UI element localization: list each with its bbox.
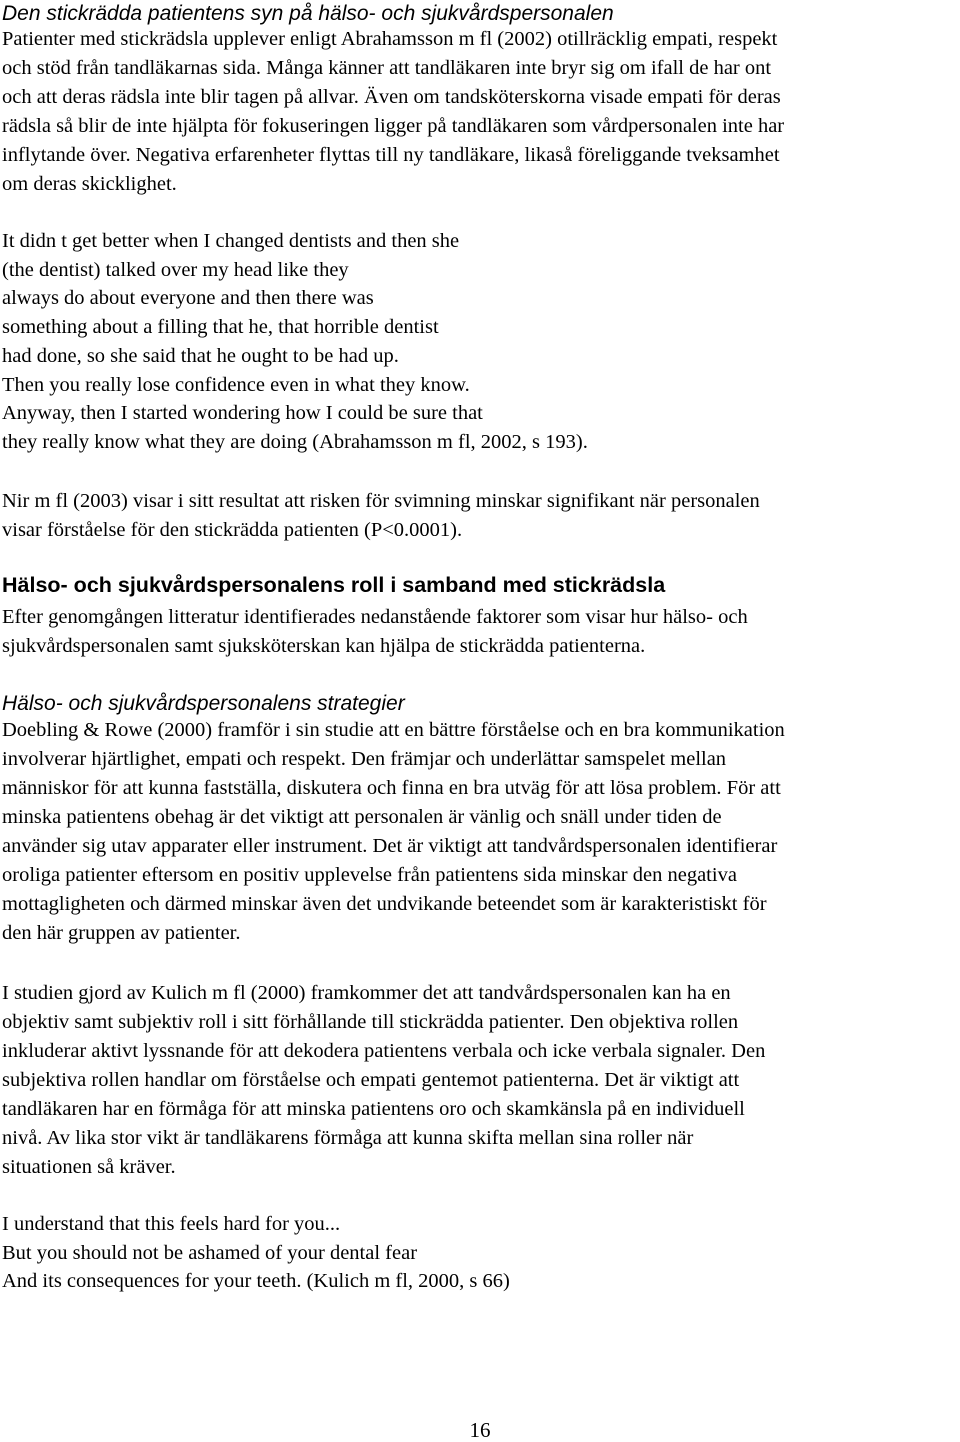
heading-patient-view bbox=[2, 2, 952, 26]
text-line: inflytande över. Negativa erfarenheter flyttas till ny tandläkare, likaså föreliggande tveksamhet bbox=[2, 144, 780, 166]
text-line: Patienter med stickrädsla upplever enligt Abrahamsson m fl (2002) otillräcklig empati, respekt bbox=[2, 28, 778, 50]
quote-line: Anyway, then I started wondering how I could be sure that bbox=[2, 402, 483, 425]
text-line: och stöd från tandläkarnas sida. Många känner att tandläkaren inte bryr sig om ifall de har ont bbox=[2, 57, 772, 79]
text-line: använder sig utav apparater eller instrument. Det är viktigt att tandvårdspersonalen identifierar bbox=[2, 835, 778, 857]
text-line: objektiv samt subjektiv roll i sitt förhållande till stickrädda patienter. Den objektiva rollen bbox=[2, 1011, 739, 1033]
text-line: Nir m fl (2003) visar i sitt resultat att risken för svimning minskar signifikant när personalen bbox=[2, 490, 760, 512]
quote-line: But you should not be ashamed of your dental fear bbox=[2, 1241, 418, 1264]
paragraph-doebling-rowe bbox=[2, 716, 952, 948]
text-line: mottagligheten och därmed minskar även det undvikande beteendet som är karakteristiskt för bbox=[2, 893, 767, 915]
text-line: tandläkaren har en förmåga för att minska patientens oro och skamkänsla på en individuell bbox=[2, 1098, 745, 1120]
heading-text: Hälso- och sjukvårdspersonalens strategier bbox=[2, 692, 405, 715]
text-line: nivå. Av lika stor vikt är tandläkarens förmåga att kunna skifta mellan sina roller när bbox=[2, 1127, 694, 1149]
text-line: subjektiva rollen handlar om förståelse och empati gentemot patienterna. Det är viktigt att bbox=[2, 1069, 740, 1091]
text-line: minska patientens obehag är det viktigt att personalen är vänlig och snäll under tiden de bbox=[2, 806, 722, 828]
heading-text: Hälso- och sjukvårdspersonalens roll i samband med stickrädsla bbox=[2, 573, 666, 597]
text-line: involverar hjärtlighet, empati och respekt. Den främjar och underlättar samspelet mellan bbox=[2, 748, 727, 770]
quote-line: (the dentist) talked over my head like they bbox=[2, 258, 349, 281]
heading-text: Den stickrädda patientens syn på hälso- och sjukvårdspersonalen bbox=[2, 2, 614, 25]
paragraph-literature-review bbox=[2, 603, 952, 661]
text-line: Doebling & Rowe (2000) framför i sin studie att en bättre förståelse och en bra kommunikation bbox=[2, 719, 785, 741]
quote-abrahamsson bbox=[2, 227, 952, 457]
paragraph-patient-experience bbox=[2, 25, 952, 199]
heading-staff-role bbox=[2, 572, 952, 598]
text-line: den här gruppen av patienter. bbox=[2, 922, 241, 944]
quote-kulich bbox=[2, 1210, 952, 1296]
text-line: om deras skicklighet. bbox=[2, 173, 177, 195]
text-line: situationen så kräver. bbox=[2, 1156, 176, 1178]
quote-line: And its consequences for your teeth. (Kulich m fl, 2000, s 66) bbox=[2, 1270, 510, 1293]
text-line: I studien gjord av Kulich m fl (2000) framkommer det att tandvårdspersonalen kan ha en bbox=[2, 982, 731, 1004]
quote-line: they really know what they are doing (Abrahamsson m fl, 2002, s 193). bbox=[2, 430, 588, 453]
quote-line: had done, so she said that he ought to be had up. bbox=[2, 344, 399, 367]
quote-line: something about a filling that he, that horrible dentist bbox=[2, 316, 439, 339]
text-line: inkluderar aktivt lyssnande för att dekodera patientens verbala och icke verbala signaler. Den bbox=[2, 1040, 766, 1062]
quote-line: It didn t get better when I changed dentists and then she bbox=[2, 230, 460, 252]
paragraph-nir-result bbox=[2, 487, 952, 545]
quote-line: Then you really lose confidence even in what they know. bbox=[2, 373, 470, 396]
text-line: sjukvårdspersonalen samt sjuksköterskan kan hjälpa de stickrädda patienterna. bbox=[2, 635, 646, 657]
text-line: visar förståelse för den stickrädda patienten (P<0.0001). bbox=[2, 519, 463, 541]
text-line: rädsla så blir de inte hjälpta för fokuseringen ligger på tandläkaren som vårdpersonalen inte har bbox=[2, 115, 785, 137]
paragraph-kulich bbox=[2, 979, 952, 1182]
page-number: 16 bbox=[469, 1418, 491, 1442]
quote-line: always do about everyone and then there was bbox=[2, 287, 374, 310]
quote-line: I understand that this feels hard for you... bbox=[2, 1213, 341, 1235]
heading-staff-strategies bbox=[2, 692, 952, 716]
text-line: och att deras rädsla inte blir tagen på allvar. Även om tandsköterskorna visade empati för deras bbox=[2, 86, 781, 108]
text-line: Efter genomgången litteratur identifierades nedanstående faktorer som visar hur hälso- och bbox=[2, 606, 748, 628]
text-line: oroliga patienter eftersom en positiv upplevelse från patientens sida minskar den negativa bbox=[2, 864, 737, 886]
text-line: människor för att kunna fastställa, diskutera och finna en bra utväg för att lösa problem. För att bbox=[2, 777, 781, 799]
